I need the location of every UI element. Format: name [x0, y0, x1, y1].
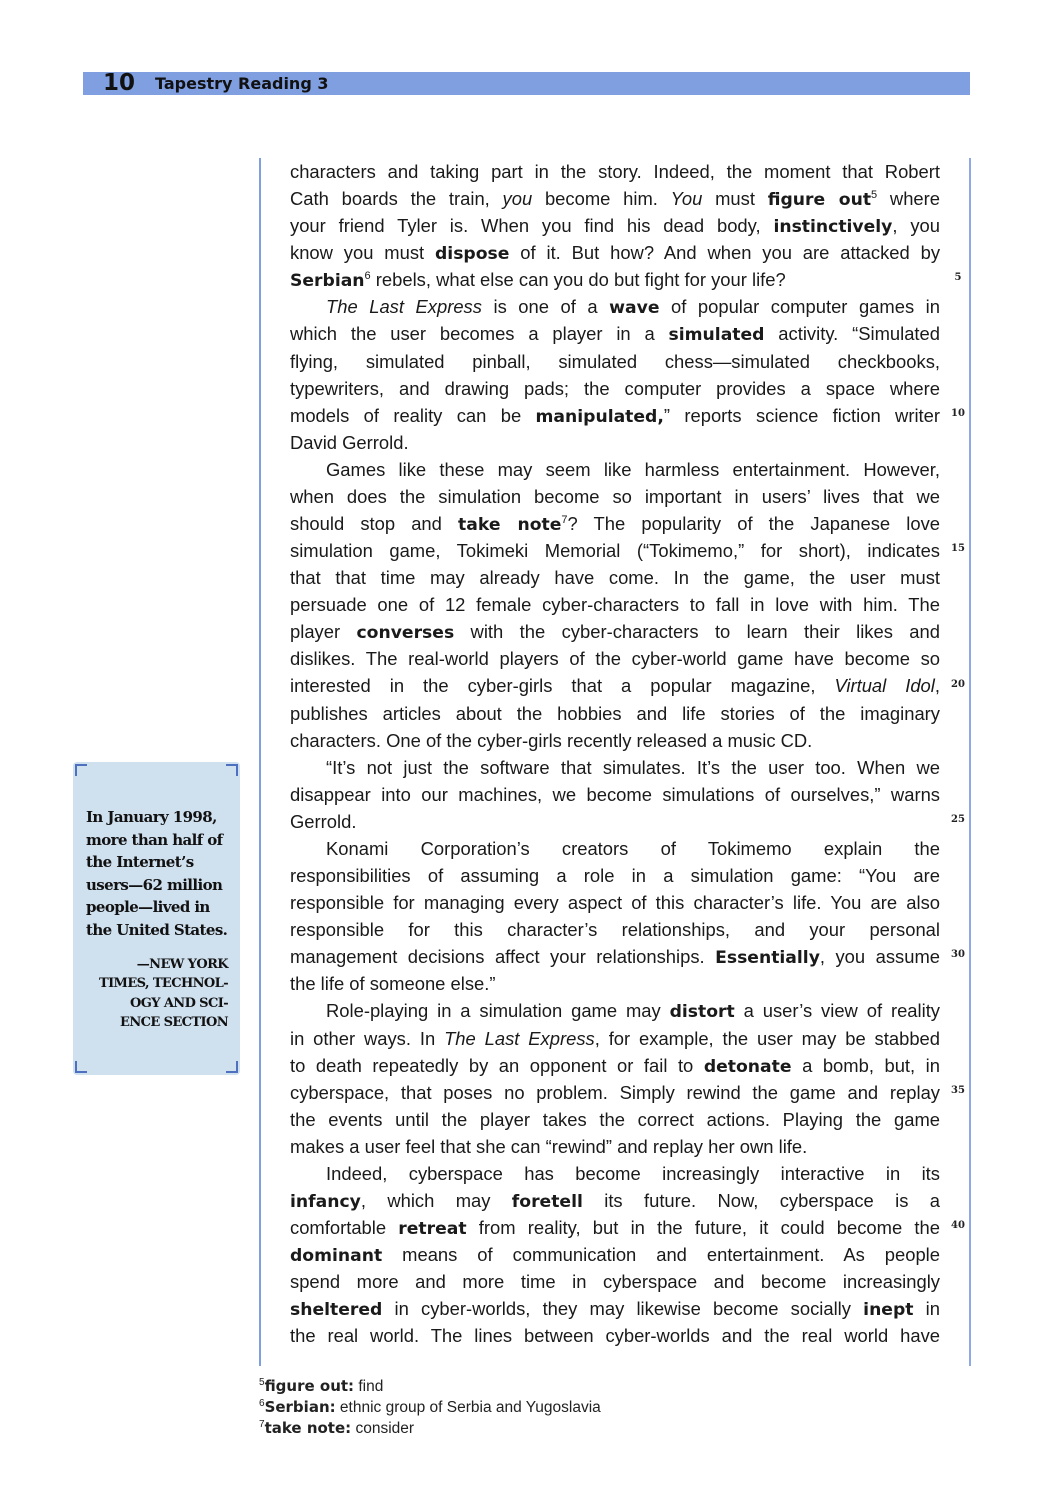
corner-bracket-icon	[75, 764, 87, 776]
text-run: with the cyber-characters to learn their likes and	[454, 621, 940, 643]
text-run: responsible for this character’s relationships, and your personal	[290, 919, 940, 941]
text-line	[290, 1160, 940, 1187]
text-line	[290, 1295, 940, 1322]
text-run: ? The popularity of the Japanese love	[567, 513, 941, 535]
text-line	[290, 537, 940, 564]
text-run: a user’s view of reality	[734, 1000, 940, 1022]
text-run: activity. “Simulated	[764, 323, 940, 345]
footnote-term: take note:	[264, 1419, 352, 1437]
text-run: publishes articles about the hobbies and life stories of the imaginary	[290, 702, 940, 724]
text-run: in	[913, 1298, 940, 1320]
text-run: the real world. The lines between cyber-worlds and the real world have	[290, 1325, 940, 1347]
footnote-definition: find	[354, 1378, 384, 1395]
sidebar-source-line: —NEW YORK	[136, 957, 228, 972]
text-line	[290, 889, 940, 916]
text-run: disappear into our machines, we become simulations of ourselves,” warns	[290, 783, 940, 805]
line-number: 5	[954, 272, 962, 284]
text-line	[290, 239, 940, 266]
text-line	[290, 483, 940, 510]
text-line	[290, 645, 940, 672]
text-run: dislikes. The real-world players of the cyber-world game have become so	[290, 648, 940, 670]
text-run: your friend Tyler is. When you find his dead body,	[290, 215, 774, 237]
text-run: Virtual Idol	[834, 675, 935, 697]
text-line	[290, 618, 940, 645]
vocabulary-term: manipulated,	[535, 406, 664, 427]
text-run: player	[290, 621, 357, 643]
text-run: David Gerrold.	[290, 431, 409, 453]
text-line	[290, 510, 940, 537]
text-line	[290, 185, 940, 212]
text-run: “It’s not just the software that simulates. It’s the user too. When we	[326, 756, 940, 778]
text-run: which the user becomes a player in a	[290, 323, 669, 345]
vocabulary-term: Serbian	[290, 271, 365, 292]
line-number: 10	[951, 407, 965, 419]
text-run: to death repeatedly by an opponent or fail to	[290, 1054, 704, 1076]
text-run: characters and taking part in the story. Indeed, the moment that Robert	[290, 161, 940, 182]
text-run: , which may	[360, 1189, 512, 1211]
sidebar-source-line: OGY AND SCI-	[129, 995, 228, 1011]
text-run: that that time may already have come. In the game, the user must	[290, 567, 940, 589]
running-header	[83, 72, 970, 95]
text-run: in other ways. In	[290, 1027, 445, 1049]
footnote-definition: consider	[351, 1420, 415, 1437]
footnote-marker: 6	[364, 270, 371, 283]
corner-bracket-icon	[75, 1061, 87, 1073]
text-line	[290, 564, 940, 591]
text-line	[290, 158, 940, 185]
page-number: 10	[103, 70, 136, 96]
text-run: responsible for managing every aspect of this character’s life. You are also	[290, 892, 940, 914]
footnote-number: 7	[259, 1418, 265, 1430]
line-number: 30	[951, 949, 965, 961]
text-line	[290, 916, 940, 943]
text-run: persuade one of 12 female cyber-characters to fall in love with him. The	[290, 594, 940, 616]
sidebar-quote-line: the Internet’s	[86, 853, 194, 872]
vocabulary-term: wave	[609, 298, 660, 319]
vocabulary-term: instinctively	[773, 217, 893, 238]
text-line	[290, 1322, 940, 1349]
left-column-rule	[259, 158, 261, 1366]
sidebar-quote-line: more than half of	[86, 830, 223, 849]
text-run: Konami Corporation’s creators of Tokimemo explain the	[326, 837, 940, 859]
sidebar-quote-line: In January 1998,	[86, 808, 217, 826]
vocabulary-term: inept	[863, 1300, 914, 1321]
footnote	[259, 1397, 759, 1418]
text-run: simulation game, Tokimeki Memorial (“Tokimemo,” for short), indicates	[290, 540, 940, 562]
text-run: its future. Now, cyberspace is a	[582, 1189, 940, 1211]
footnote-number: 6	[259, 1397, 265, 1409]
text-run: should stop and	[290, 513, 459, 535]
text-run: Games like these may seem like harmless entertainment. However,	[326, 458, 940, 480]
text-line	[290, 997, 940, 1024]
vocabulary-term: Essentially	[715, 948, 820, 969]
text-line	[290, 1106, 940, 1133]
text-run: a bomb, but, in	[791, 1054, 940, 1076]
text-run: from reality, but in the future, it could become the	[466, 1217, 940, 1239]
text-run: the events until the player takes the correct actions. Playing the game	[290, 1108, 940, 1130]
text-line	[290, 293, 940, 320]
sidebar-callout	[73, 762, 240, 1075]
text-run: The Last Express	[444, 1027, 595, 1049]
text-run: Role-playing in a simulation game may	[326, 1000, 670, 1022]
text-run: Cath boards the train,	[290, 188, 503, 210]
footnote-term: Serbian:	[264, 1398, 336, 1416]
text-run: makes a user feel that she can “rewind” and replay her own life.	[290, 1135, 808, 1157]
text-run: rebels, what else can you do but fight for your life?	[370, 269, 786, 291]
text-line	[290, 1241, 940, 1268]
text-run: typewriters, and drawing pads; the computer provides a space where	[290, 377, 940, 399]
line-number: 20	[951, 678, 965, 690]
text-run: interested in the cyber-girls that a popular magazine,	[290, 675, 835, 697]
vocabulary-term: dispose	[435, 244, 510, 265]
text-run: characters. One of the cyber-girls recently released a music CD.	[290, 729, 813, 751]
text-run: cyberspace, that poses no problem. Simply rewind the game and replay	[290, 1081, 940, 1103]
vocabulary-term: figure out	[767, 190, 872, 211]
sidebar-source-line: TIMES, TECHNOL-	[99, 976, 228, 992]
line-number: 40	[951, 1220, 965, 1232]
text-line	[290, 1052, 940, 1079]
text-line	[290, 348, 940, 375]
text-line	[290, 943, 940, 970]
text-line	[290, 320, 940, 347]
footnote-marker: 5	[871, 188, 878, 201]
text-line	[290, 456, 940, 483]
vocabulary-term: sheltered	[290, 1300, 383, 1321]
text-run: You	[670, 188, 703, 210]
text-run: ” reports science fiction writer	[663, 404, 940, 426]
book-title: Tapestry Reading 3	[155, 74, 329, 93]
vocabulary-term: take note	[458, 515, 562, 536]
text-run: must	[702, 188, 768, 210]
text-line	[290, 700, 940, 727]
line-number: 25	[951, 813, 965, 825]
footnote-definition: ethnic group of Serbia and Yugoslavia	[335, 1399, 601, 1416]
text-run: in cyber-worlds, they may likewise become socially	[382, 1298, 864, 1320]
text-line	[290, 672, 940, 699]
vocabulary-term: infancy	[290, 1191, 361, 1212]
text-line	[290, 1025, 940, 1052]
text-run: models of reality can be	[290, 404, 536, 426]
text-run: Gerrold.	[290, 810, 357, 832]
text-run: of popular computer games in	[659, 296, 940, 318]
footnotes	[259, 1376, 759, 1439]
text-line	[290, 835, 940, 862]
footnote-marker: 7	[561, 513, 568, 526]
line-number: 15	[951, 543, 965, 555]
text-run: , for example, the user may be stabbed	[594, 1027, 940, 1049]
vocabulary-term: distort	[669, 1002, 735, 1023]
text-run: you	[502, 188, 533, 210]
text-run: become him.	[532, 188, 671, 210]
text-run: means of communication and entertainment. As people	[382, 1244, 940, 1266]
text-line	[290, 266, 940, 293]
text-line	[290, 1268, 940, 1295]
footnote-number: 5	[259, 1376, 265, 1388]
line-number: 35	[951, 1084, 965, 1096]
text-line	[290, 375, 940, 402]
sidebar-quote-line: people—lived in	[86, 898, 210, 917]
text-line	[290, 1079, 940, 1106]
vocabulary-term: retreat	[398, 1219, 467, 1240]
vocabulary-term: foretell	[511, 1191, 583, 1212]
text-run: flying, simulated pinball, simulated chess—simulated checkbooks,	[290, 350, 940, 372]
footnote	[259, 1418, 759, 1439]
vocabulary-term: simulated	[668, 325, 765, 346]
text-run: The Last Express	[326, 296, 482, 318]
text-line	[290, 808, 940, 835]
text-line	[290, 591, 940, 618]
text-line	[290, 754, 940, 781]
text-run: where	[877, 188, 941, 210]
text-run: of it. But how? And when you are attacked by	[509, 242, 941, 264]
right-column-rule	[969, 158, 971, 1366]
corner-bracket-icon	[226, 1061, 238, 1073]
text-run: when does the simulation become so important in users’ lives that we	[290, 485, 940, 507]
vocabulary-term: converses	[356, 623, 455, 644]
text-run: comfortable	[290, 1217, 399, 1239]
text-run: Indeed, cyberspace has become increasingly interactive in its	[326, 1162, 940, 1184]
vocabulary-term: detonate	[703, 1056, 792, 1077]
sidebar-quote-line: the United States.	[86, 921, 228, 939]
sidebar-quote-line: users—62 million	[86, 875, 223, 894]
text-run: , you	[892, 215, 940, 237]
footnote	[259, 1376, 759, 1397]
text-line	[290, 781, 940, 808]
text-line	[290, 970, 940, 997]
text-line	[290, 212, 940, 239]
text-line	[290, 862, 940, 889]
text-line	[290, 429, 940, 456]
text-line	[290, 1214, 940, 1241]
text-line	[290, 1187, 940, 1214]
vocabulary-term: dominant	[290, 1246, 383, 1267]
text-run: know you must	[290, 242, 435, 264]
text-line	[290, 402, 940, 429]
text-run: spend more and more time in cyberspace and become increasingly	[290, 1271, 940, 1293]
reading-passage	[290, 158, 940, 1349]
text-run: is one of a	[481, 296, 610, 318]
footnote-term: figure out:	[264, 1377, 355, 1395]
text-line	[290, 1133, 940, 1160]
text-run: ,	[934, 675, 940, 697]
text-run: , you assume	[819, 946, 940, 968]
sidebar-source-line: ENCE SECTION	[120, 1015, 228, 1031]
text-run: the life of someone else.”	[290, 973, 496, 995]
corner-bracket-icon	[226, 764, 238, 776]
text-run: management decisions affect your relationships.	[290, 946, 716, 968]
text-run: responsibilities of assuming a role in a simulation game: “You are	[290, 865, 940, 887]
text-line	[290, 727, 940, 754]
